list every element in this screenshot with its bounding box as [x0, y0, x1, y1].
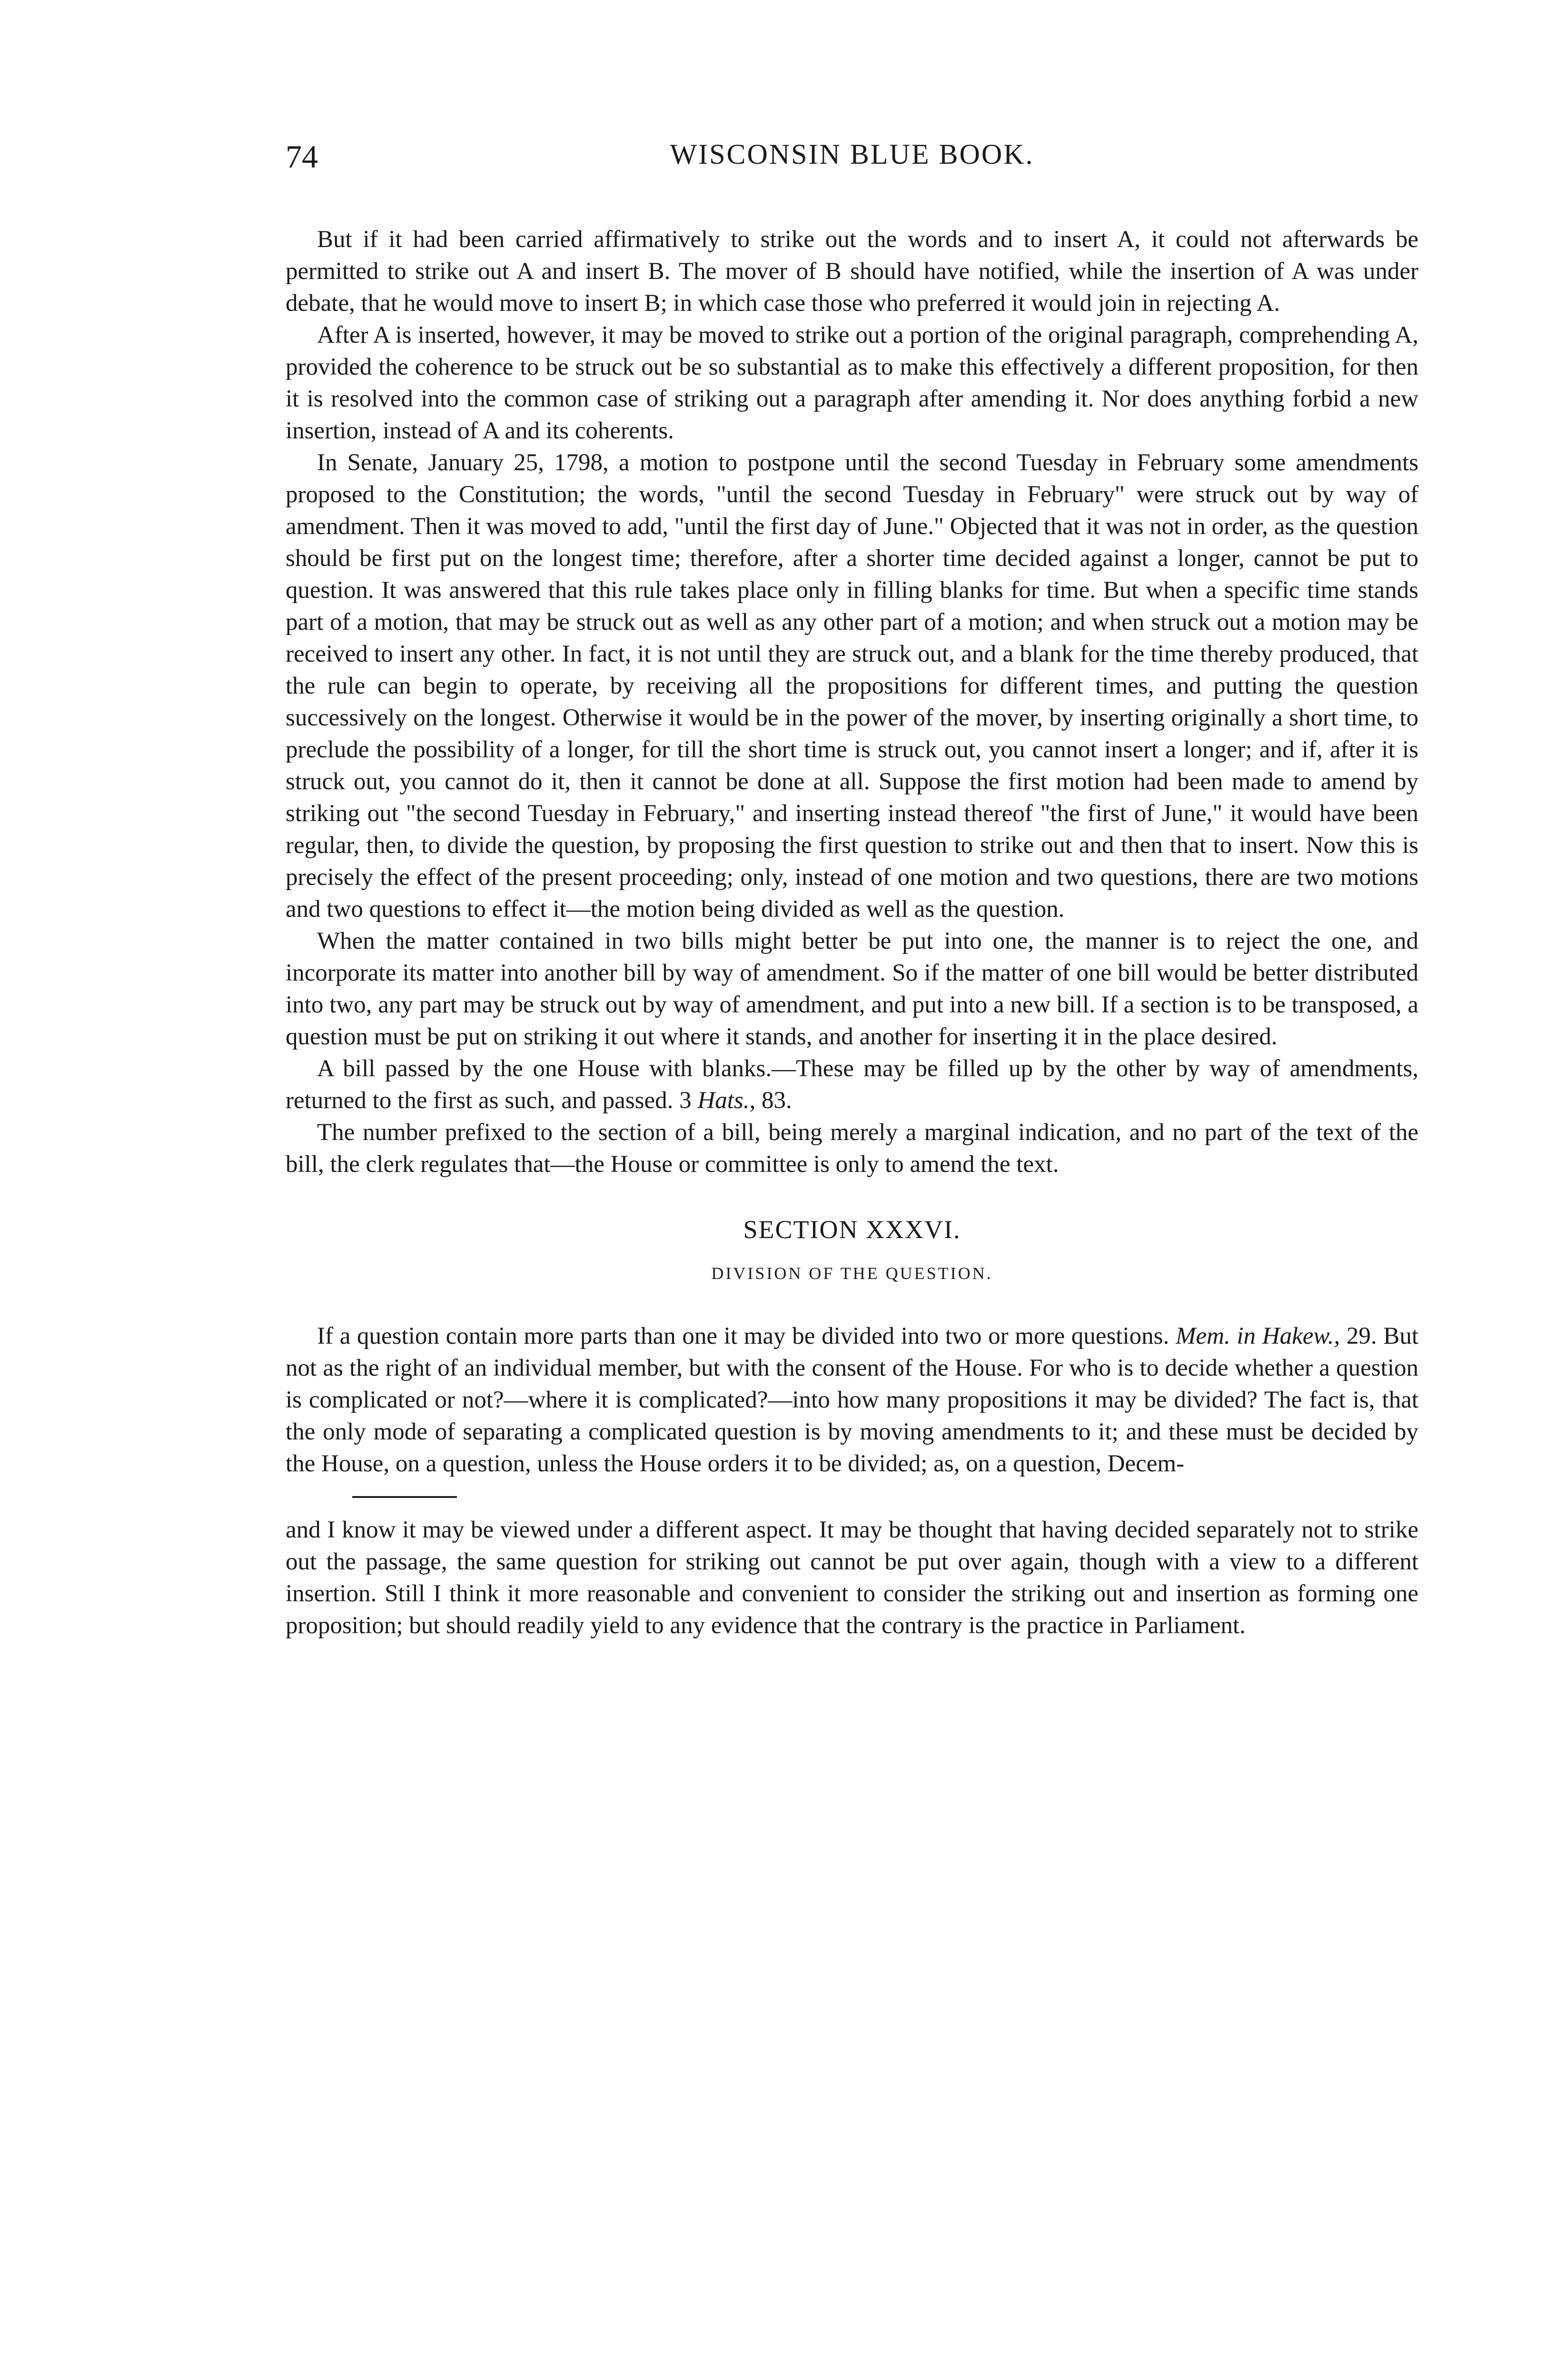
- citation-hats: Hats.,: [697, 1087, 756, 1114]
- body-paragraph-3: In Senate, January 25, 1798, a motion to postpone until the second Tuesday in February some amendments proposed to the Constitution; the words, "until the second Tuesday in February" were struck out by way of amendment. Then it was moved to add, "until the first day of June." Objected that it was not in order, as the question should be first put on the longest time; therefore, after a shorter time decided against a longer, cannot be put to question. It was answered that this rule takes place only in filling blanks for time. But when a specific time stands part of a motion, that may be struck out as well as any other part of a motion; and when struck out a motion may be received to insert any other. In fact, it is not until they are struck out, and a blank for the time thereby produced, that the rule can begin to operate, by receiving all the propositions for different times, and putting the question successively on the longest. Otherwise it would be in the power of the mover, by inserting originally a short time, to preclude the possibility of a longer, for till the short time is struck out, you cannot insert a longer; and if, after it is struck out, you cannot do it, then it cannot be done at all. Suppose the first motion had been made to amend by striking out "the second Tuesday in February," and inserting instead thereof "the first of June," it would have been regular, then, to divide the question, by proposing the first question to strike out and then that to insert. Now this is precisely the effect of the present proceeding; only, instead of one motion and two questions, there are two motions and two questions to effect it—the motion being divided as well as the question.: [286, 449, 1418, 922]
- footnote-divider: [352, 1496, 457, 1498]
- citation-hakew: Mem. in Hakew.,: [1175, 1323, 1340, 1349]
- body-paragraph-5-end: 83.: [755, 1087, 792, 1114]
- body-paragraph-1: But if it had been carried affirmatively to strike out the words and to insert A, it could not afterwards be permitted to strike out A and insert B. The mover of B should have notified, while the insertion of A was under debate, that he would move to insert B; in which case those who preferred it would join in rejecting A.: [286, 226, 1418, 317]
- body-paragraph-6: The number prefixed to the section of a bill, being merely a marginal indication, and no part of the text of the bill, the clerk regulates that—the House or committee is only to amend the text.: [286, 1119, 1418, 1178]
- section-paragraph-1-b: 29. But not as the right of an individual member, but with the consent of the House. For who is to decide whether a question is complicated or not?—where it is complicated?—into how many propositions it may be divided? The fact is, that the only mode of separating a complicated question is by moving amendments to it; and these must be decided by the House, on a question, unless the House orders it to be divided; as, on a question, Decem-: [286, 1323, 1418, 1477]
- page: [286, 138, 1418, 1642]
- body-paragraph-5: [286, 1053, 1418, 1117]
- page-number: 74: [286, 139, 318, 175]
- footnote: and I know it may be viewed under a different aspect. It may be thought that having decided separately not to strike out the passage, the same question for striking out cannot be put over again, though with a view to a different insertion. Still I think it more reasonable and convenient to consider the striking out and insertion as forming one proposition; but should readily yield to any evidence that the contrary is the practice in Parliament.: [286, 1517, 1418, 1639]
- running-head: WISCONSIN BLUE BOOK.: [670, 139, 1034, 170]
- body-paragraph-4: When the matter contained in two bills might better be put into one, the manner is to reject the one, and incorporate its matter into another bill by way of amendment. So if the matter of one bill would be better distributed into two, any part may be struck out by way of amendment, and put into a new bill. If a section is to be transposed, a question must be put on striking it out where it stands, and another for inserting it in the place desired.: [286, 928, 1418, 1050]
- body-paragraph-5-text: A bill passed by the one House with blanks.—These may be filled up by the other by way of amendments, returned to the first as such, and passed. 3: [286, 1055, 1418, 1114]
- body-paragraph-2: After A is inserted, however, it may be moved to strike out a portion of the original paragraph, comprehending A, provided the coherence to be struck out be so substantial as to make this effectively a different proposition, for then it is resolved into the common case of striking out a paragraph after amending it. Nor does anything forbid a new insertion, instead of A and its coherents.: [286, 322, 1418, 444]
- section-subheading: DIVISION OF THE QUESTION.: [711, 1264, 993, 1283]
- section-paragraph-1-a: If a question contain more parts than one it may be divided into two or more questions.: [317, 1323, 1176, 1349]
- section-paragraph-1: [286, 1320, 1418, 1480]
- section-heading: SECTION XXXVI.: [743, 1215, 961, 1244]
- page-header: [286, 138, 1418, 195]
